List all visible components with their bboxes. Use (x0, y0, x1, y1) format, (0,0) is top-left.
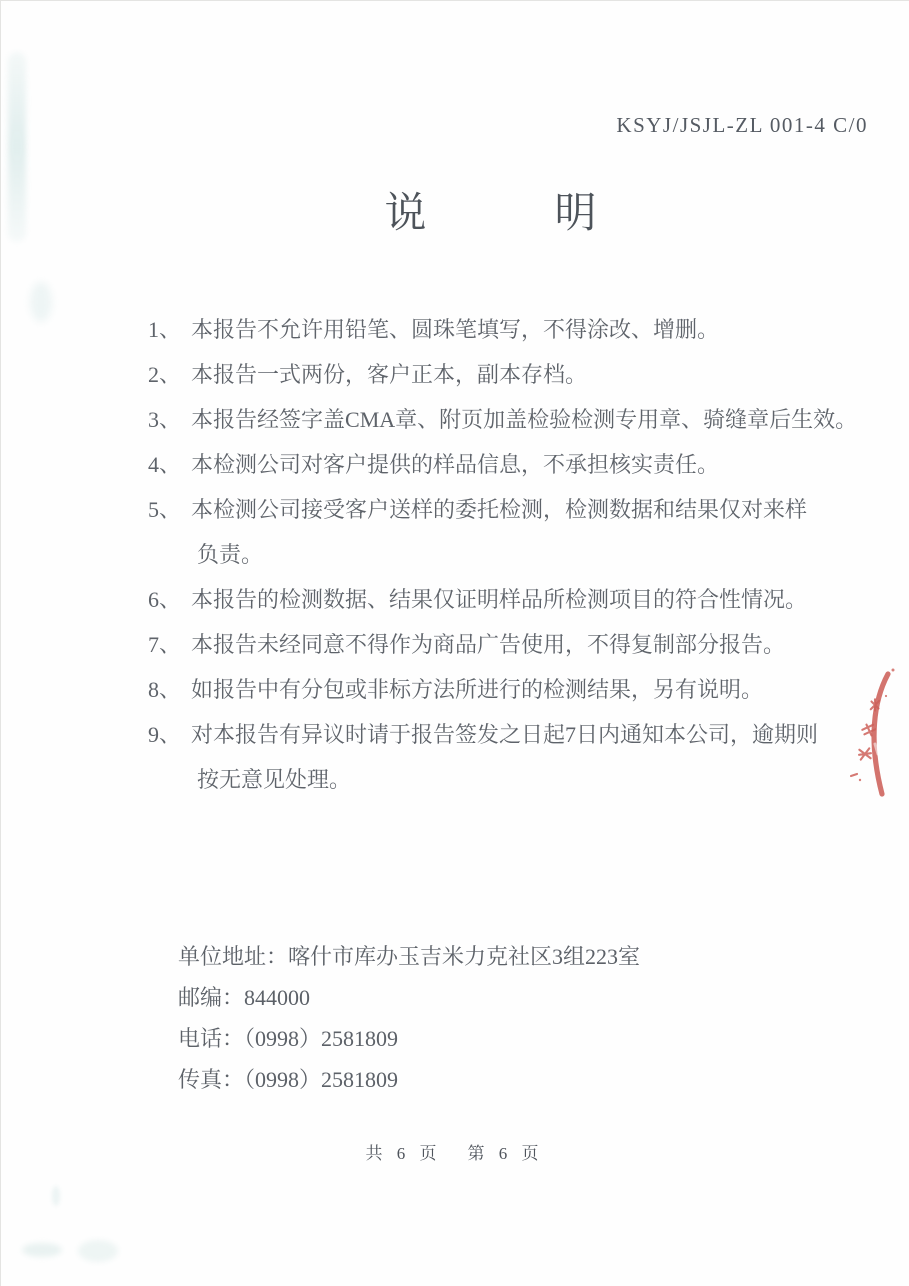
total-pages-label: 共 6 页 (365, 1144, 442, 1163)
note-text: 按无意见处理。 (197, 767, 352, 792)
notes-list (148, 307, 857, 802)
note-item-3 (148, 397, 857, 442)
note-text: 如报告中有分包或非标方法所进行的检测结果，另有说明。 (191, 677, 764, 702)
note-text: 本报告未经同意不得作为商品广告使用，不得复制部分报告。 (191, 632, 786, 657)
note-text: 本检测公司对客户提供的样品信息，不承担核实责任。 (191, 452, 720, 477)
note-item-9 (148, 712, 857, 757)
contact-fax: 传真：（0998）2581809 (178, 1067, 399, 1092)
note-number: 2、 (148, 362, 182, 387)
contact-address: 单位地址：喀什市库办玉吉米力克社区3组223室 (178, 944, 641, 969)
scan-artifact (30, 282, 52, 322)
note-number: 8、 (148, 677, 182, 702)
note-item-5 (148, 487, 857, 532)
note-text: 本报告不允许用铅笔、圆珠笔填写，不得涂改、增删。 (191, 317, 720, 342)
note-text: 本检测公司接受客户送样的委托检测，检测数据和结果仅对来样 (191, 497, 808, 522)
scan-artifact (78, 1240, 118, 1262)
note-item-2 (148, 352, 857, 397)
note-number: 4、 (148, 452, 182, 477)
seal-ink-dot (885, 695, 887, 697)
note-text: 本报告一式两份，客户正本，副本存档。 (191, 362, 588, 387)
red-seal-fragment-icon (829, 648, 909, 798)
current-page-label: 第 6 页 (467, 1144, 544, 1163)
note-number: 7、 (148, 632, 182, 657)
contact-postcode: 邮编：844000 (178, 985, 311, 1010)
scan-artifact (52, 1186, 60, 1206)
seal-glyph (858, 748, 871, 760)
note-item-9-continuation (148, 757, 857, 802)
note-text: 对本报告有异议时请于报告签发之日起7日内通知本公司，逾期则 (191, 722, 819, 747)
note-number: 1、 (148, 317, 182, 342)
note-text: 负责。 (197, 542, 264, 567)
note-item-8 (148, 667, 857, 712)
note-number: 6、 (148, 587, 182, 612)
note-item-6 (148, 577, 857, 622)
note-text: 本报告的检测数据、结果仅证明样品所检测项目的符合性情况。 (191, 587, 808, 612)
seal-ink-dot (892, 669, 895, 672)
seal-ink-dash (851, 774, 857, 776)
page-title (0, 190, 909, 238)
note-item-7 (148, 622, 857, 667)
title-char-1: 说 (384, 191, 427, 237)
contact-block (178, 936, 640, 1100)
scan-artifact (22, 1243, 62, 1257)
note-text: 本报告经签字盖CMA章、附页加盖检验检测专用章、骑缝章后生效。 (191, 407, 858, 432)
seal-ink-dot (859, 779, 861, 781)
note-number: 5、 (148, 497, 182, 522)
note-number: 9、 (148, 722, 182, 747)
note-item-5-continuation (148, 532, 857, 577)
note-item-1 (148, 307, 857, 352)
title-char-2: 明 (554, 191, 597, 237)
note-item-4 (148, 442, 857, 487)
seal-arc (874, 674, 888, 794)
note-number: 3、 (148, 407, 182, 432)
page-footer (0, 1143, 909, 1165)
document-code: KSYJ/JSJL-ZL 001-4 C/0 (616, 113, 868, 137)
contact-phone: 电话：（0998）2581809 (178, 1026, 399, 1051)
